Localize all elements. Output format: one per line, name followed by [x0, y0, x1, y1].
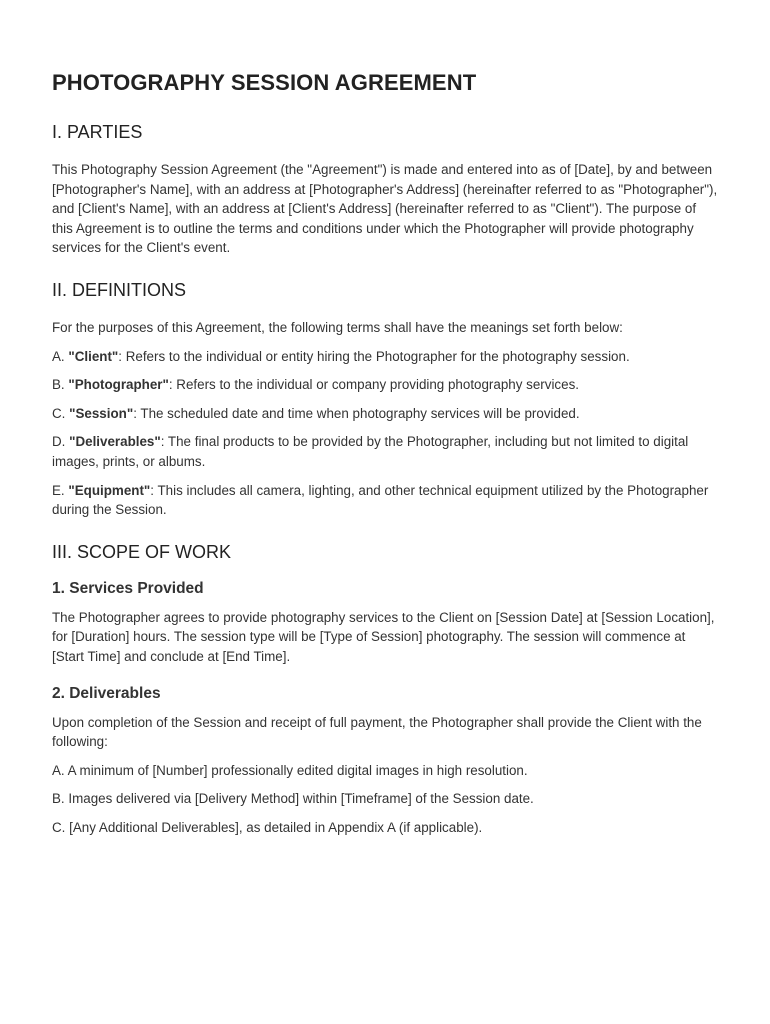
- definition-text: : Refers to the individual or company providing photography services.: [168, 377, 579, 393]
- section-heading-scope: III. SCOPE OF WORK: [52, 541, 232, 562]
- definition-item-session: [52, 404, 718, 424]
- section-heading-parties: I. PARTIES: [52, 122, 143, 142]
- definition-prefix: A.: [52, 348, 69, 364]
- definition-text: : Refers to the individual or entity hiring the Photographer for the photography session.: [118, 348, 630, 364]
- definition-item-equipment: [52, 481, 718, 520]
- deliverable-item: B. Images delivered via [Delivery Method] within [Timeframe] of the Session date.: [52, 791, 534, 807]
- definition-item-deliverables: [52, 432, 718, 471]
- definition-text: : The scheduled date and time when photography services will be provided.: [133, 405, 580, 421]
- parties-paragraph: This Photography Session Agreement (the "Agreement") is made and entered into as of [Date], by and between [Photographer's Name], with an address at [Photographer's Address] (hereinafter referred to as "Photographer"), and [Client's Name], with an address at [Client's Address] (hereinafter referred to as "Client"). The purpose of this Agreement is to outline the terms and conditions under which the Photographer will provide photography services for the Client's event.: [52, 162, 718, 256]
- definition-prefix: E.: [52, 482, 69, 498]
- subheading-services-provided: 1. Services Provided: [52, 579, 204, 597]
- definition-prefix: B.: [52, 377, 69, 393]
- deliverable-item: C. [Any Additional Deliverables], as detailed in Appendix A (if applicable).: [52, 819, 483, 835]
- subheading-deliverables: 2. Deliverables: [52, 684, 161, 702]
- definition-item-client: [52, 347, 718, 367]
- document-title: PHOTOGRAPHY SESSION AGREEMENT: [52, 70, 477, 95]
- deliverables-intro: Upon completion of the Session and receipt of full payment, the Photographer shall provide the Client with the following:: [52, 714, 702, 750]
- definition-prefix: D.: [52, 434, 70, 450]
- deliverable-item: A. A minimum of [Number] professionally edited digital images in high resolution.: [52, 762, 528, 778]
- definition-text: : This includes all camera, lighting, and other technical equipment utilized by the Photographer during the Session.: [52, 482, 709, 518]
- section-heading-definitions: II. DEFINITIONS: [52, 279, 187, 300]
- definition-term: "Session": [69, 405, 134, 421]
- definition-item-photographer: [52, 375, 718, 395]
- definition-term: "Client": [68, 348, 119, 364]
- definition-prefix: C.: [52, 405, 70, 421]
- definition-term: "Equipment": [68, 482, 151, 498]
- definition-term: "Photographer": [68, 377, 169, 393]
- definitions-intro: For the purposes of this Agreement, the following terms shall have the meanings set forth below:: [52, 319, 623, 335]
- services-paragraph: The Photographer agrees to provide photography services to the Client on [Session Date] at [Session Location], for [Duration] hours. The session type will be [Type of Session] photography. The session will commence at [Start Time] and conclude at [End Time].: [52, 609, 715, 664]
- definition-text: : The final products to be provided by the Photographer, including but not limited to digital images, prints, or albums.: [52, 434, 689, 469]
- definition-term: "Deliverables": [69, 434, 161, 450]
